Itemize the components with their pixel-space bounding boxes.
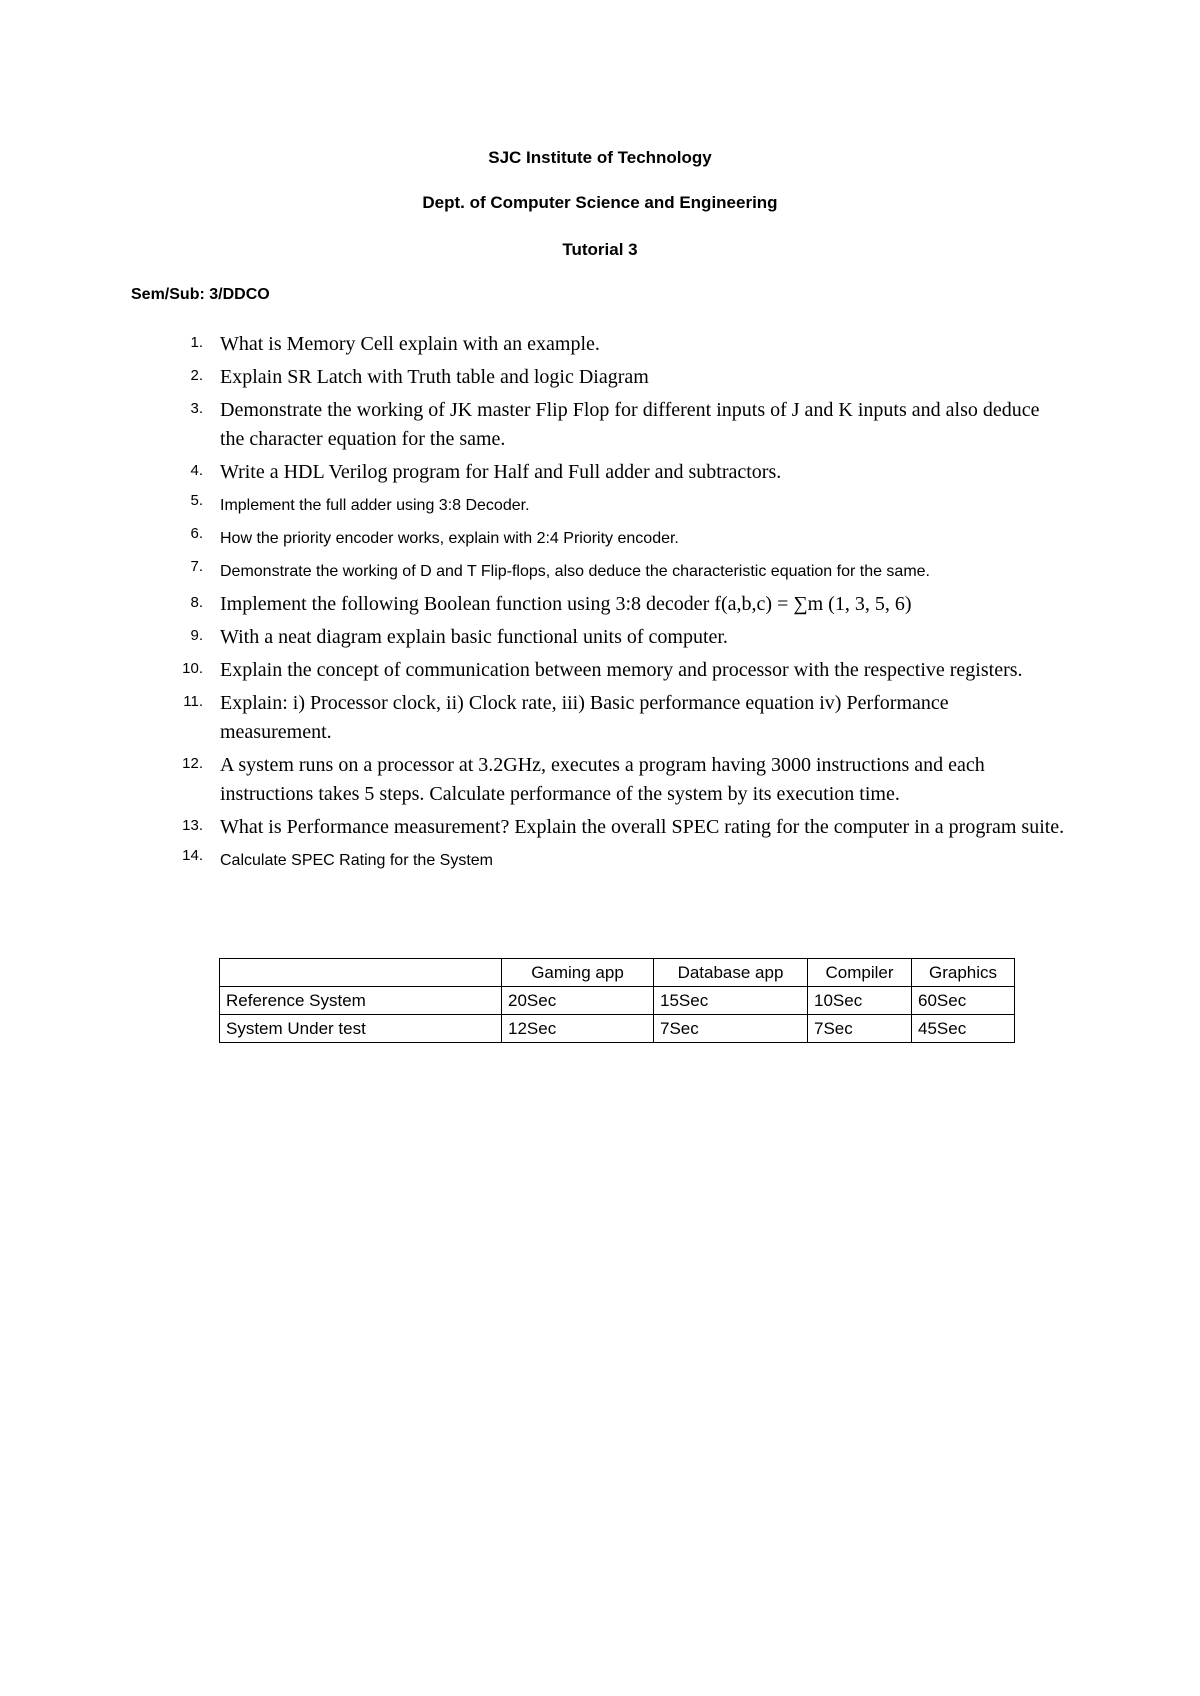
table-row (220, 1015, 1015, 1043)
question-text: Implement the following Boolean function using 3:8 decoder f(a,b,c) = ∑m (1, 3, 5, 6) (220, 593, 912, 615)
question-number: 1. (190, 334, 203, 351)
question-text: Demonstrate the working of D and T Flip-flops, also deduce the characteristic equation for the same. (220, 563, 930, 580)
question-5 (165, 491, 1065, 520)
question-8 (165, 590, 1065, 619)
table-cell: 15Sec (654, 987, 808, 1015)
tutorial-title: Tutorial 3 (562, 240, 638, 259)
question-4 (165, 458, 1065, 487)
question-text: Demonstrate the working of JK master Flip Flop for different inputs of J and K inputs and also deduce the character equation for the same. (220, 399, 1040, 450)
question-number: 3. (190, 400, 203, 417)
table-cell: 45Sec (912, 1015, 1015, 1043)
question-1 (165, 330, 1065, 359)
question-number: 10. (182, 660, 203, 677)
question-text: Calculate SPEC Rating for the System (220, 852, 494, 869)
question-number: 9. (190, 627, 203, 644)
table-header-cell (220, 959, 502, 987)
question-text: What is Memory Cell explain with an example. (220, 333, 600, 355)
table-header-cell: Database app (654, 959, 808, 987)
question-text: How the priority encoder works, explain with 2:4 Priority encoder. (220, 530, 679, 547)
question-text: Explain SR Latch with Truth table and logic Diagram (220, 366, 649, 388)
question-text: A system runs on a processor at 3.2GHz, executes a program having 3000 instructions and each instructions takes 5 steps. Calculate performance of the system by its execution time. (220, 754, 985, 805)
sem-sub-label: Sem/Sub: 3/DDCO (131, 286, 270, 303)
question-text: With a neat diagram explain basic functional units of computer. (220, 626, 728, 648)
question-text: Explain the concept of communication between memory and processor with the respective registers. (220, 659, 1023, 681)
question-11 (165, 689, 1065, 747)
department-title: Dept. of Computer Science and Engineering (422, 193, 778, 212)
question-number: 8. (190, 594, 203, 611)
table-cell: Reference System (220, 987, 502, 1015)
table-cell: 10Sec (808, 987, 912, 1015)
question-text: Implement the full adder using 3:8 Decoder. (220, 497, 530, 514)
question-13 (165, 813, 1065, 842)
question-10 (165, 656, 1065, 685)
question-3 (165, 396, 1065, 454)
table-header-cell: Compiler (808, 959, 912, 987)
question-12 (165, 751, 1065, 809)
table-header-row (220, 959, 1015, 987)
question-text: What is Performance measurement? Explain the overall SPEC rating for the computer in a program suite. (220, 816, 1065, 838)
question-number: 6. (190, 525, 203, 542)
table-cell: 12Sec (502, 1015, 654, 1043)
question-9 (165, 623, 1065, 652)
table-cell: 7Sec (808, 1015, 912, 1043)
question-list (165, 330, 1065, 879)
question-14 (165, 846, 1065, 875)
question-text: Write a HDL Verilog program for Half and Full adder and subtractors. (220, 461, 782, 483)
question-number: 4. (190, 462, 203, 479)
question-number: 12. (182, 755, 203, 772)
question-2 (165, 363, 1065, 392)
spec-rating-table (219, 958, 1015, 1043)
question-number: 2. (190, 367, 203, 384)
question-number: 11. (183, 693, 203, 710)
question-number: 5. (190, 492, 203, 509)
question-6 (165, 524, 1065, 553)
question-text: Explain: i) Processor clock, ii) Clock rate, iii) Basic performance equation iv) Performance measurement. (220, 692, 949, 743)
question-number: 13. (182, 817, 203, 834)
table-cell: 20Sec (502, 987, 654, 1015)
question-number: 14. (182, 847, 203, 864)
table-header-cell: Graphics (912, 959, 1015, 987)
table-row (220, 987, 1015, 1015)
question-number: 7. (190, 558, 203, 575)
table-header-cell: Gaming app (502, 959, 654, 987)
table-cell: 7Sec (654, 1015, 808, 1043)
table-cell: 60Sec (912, 987, 1015, 1015)
question-7 (165, 557, 1065, 586)
table-cell: System Under test (220, 1015, 502, 1043)
institute-title: SJC Institute of Technology (488, 148, 712, 167)
